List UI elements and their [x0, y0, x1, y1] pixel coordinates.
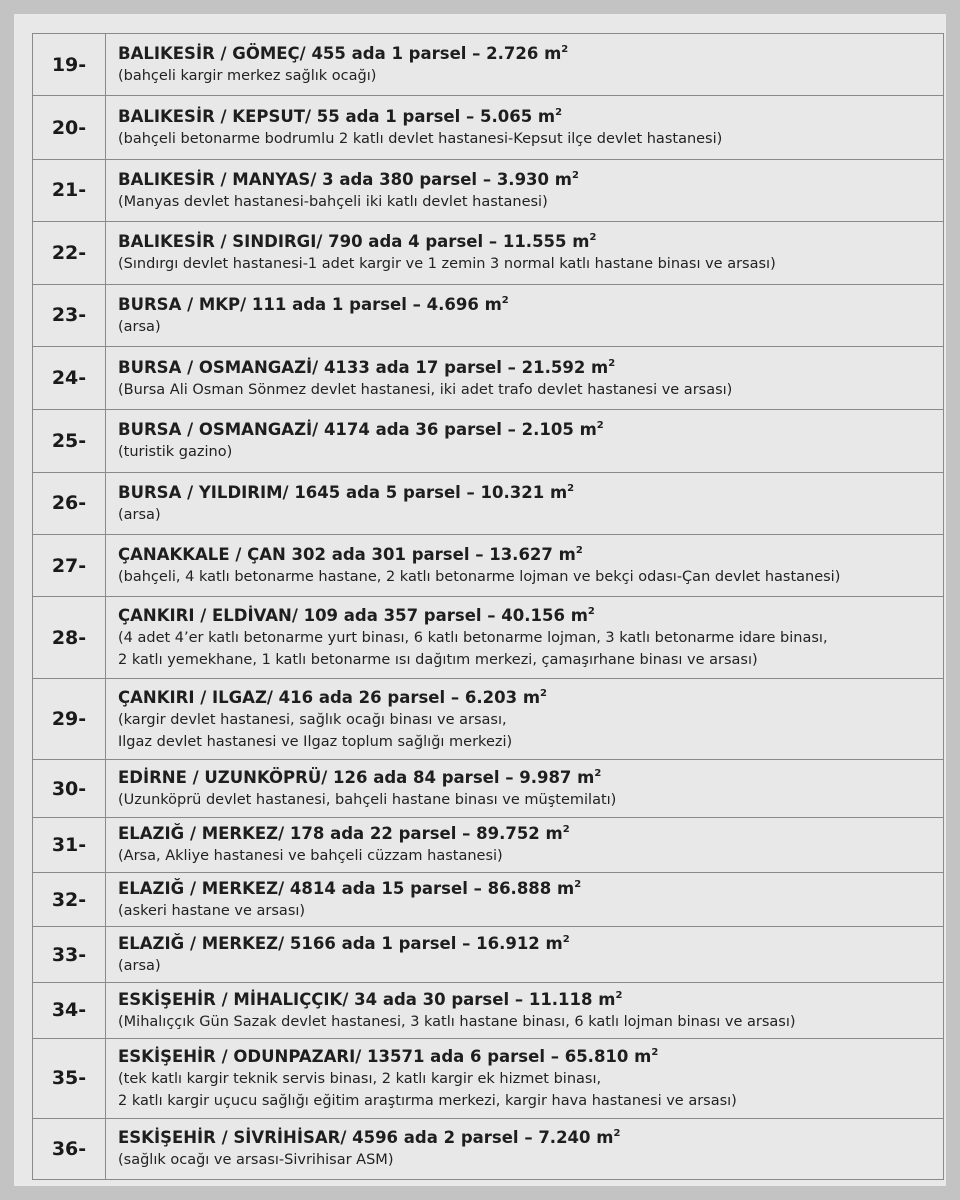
- row-content: [106, 760, 944, 817]
- table-row: [33, 982, 944, 1038]
- parcel-title-text: ELAZIĞ / MERKEZ/ 178 ada 22 parsel – 89.752 m: [118, 824, 563, 844]
- parcel-description: (arsa): [118, 318, 161, 335]
- parcel-title: [118, 543, 933, 566]
- parcel-table-wrapper: [32, 33, 944, 1180]
- parcel-title: [118, 42, 933, 65]
- table-row: [33, 284, 944, 346]
- area-unit-superscript: 2: [594, 768, 602, 780]
- area-unit-superscript: 2: [613, 1128, 621, 1140]
- area-unit-superscript: 2: [501, 294, 509, 306]
- parcel-title-text: BALIKESİR / MANYAS/ 3 ada 380 parsel – 3.930 m: [118, 169, 572, 189]
- parcel-title: [118, 105, 933, 128]
- parcel-title: [118, 293, 933, 316]
- row-number: 33-: [33, 927, 106, 982]
- table-row: [33, 222, 944, 284]
- parcel-description: (tek katlı kargir teknik servis binası, 2 katlı kargir ek hizmet binası,: [118, 1070, 602, 1087]
- parcel-title-text: ÇANKIRI / ELDİVAN/ 109 ada 357 parsel – 40.156 m: [118, 606, 588, 626]
- area-unit-superscript: 2: [615, 989, 623, 1001]
- parcel-title: [118, 356, 933, 379]
- table-row: [33, 472, 944, 534]
- row-number: 24-: [33, 346, 106, 409]
- table-row: [33, 34, 944, 96]
- parcel-title: [118, 230, 933, 253]
- row-content: [106, 597, 944, 678]
- row-number: 27-: [33, 535, 106, 597]
- row-content: [106, 34, 944, 96]
- row-content: [106, 1118, 944, 1180]
- parcel-description: (arsa): [118, 506, 161, 523]
- parcel-title-text: ELAZIĞ / MERKEZ/ 5166 ada 1 parsel – 16.912 m: [118, 934, 563, 953]
- parcel-title: [118, 418, 933, 441]
- parcel-title-text: BURSA / OSMANGAZİ/ 4174 ada 36 parsel – 2.105 m: [118, 420, 597, 440]
- parcel-description: (Arsa, Akliye hastanesi ve bahçeli cüzzam hastanesi): [118, 848, 503, 865]
- area-unit-superscript: 2: [575, 545, 583, 557]
- area-unit-superscript: 2: [562, 824, 570, 836]
- row-content: [106, 222, 944, 284]
- parcel-title: [118, 932, 933, 955]
- table-row: [33, 96, 944, 159]
- parcel-title-text: BURSA / OSMANGAZİ/ 4133 ada 17 parsel – 21.592 m: [118, 357, 609, 377]
- row-content: [106, 96, 944, 159]
- parcel-description: 2 katlı kargir uçucu sağlığı eğitim araştırma merkezi, kargir hava hastanesi ve arsası): [118, 1092, 737, 1109]
- parcel-title-text: ESKİŞEHİR / ODUNPAZARI/ 13571 ada 6 parsel – 65.810 m: [118, 1046, 652, 1066]
- row-number: 28-: [33, 597, 106, 678]
- area-unit-superscript: 2: [574, 879, 582, 891]
- parcel-title: [118, 604, 933, 627]
- parcel-description: (sağlık ocağı ve arsası-Sivrihisar ASM): [118, 1152, 394, 1169]
- area-unit-superscript: 2: [596, 420, 604, 432]
- table-row: [33, 927, 944, 982]
- parcel-description: (bahçeli, 4 katlı betonarme hastane, 2 katlı betonarme lojman ve bekçi odası-Çan devlet hastanesi): [118, 569, 841, 586]
- parcel-description: (kargir devlet hastanesi, sağlık ocağı binası ve arsası,: [118, 711, 507, 728]
- parcel-title-text: BALIKESİR / SINDIRGI/ 790 ada 4 parsel – 11.555 m: [118, 232, 590, 252]
- parcel-description: (Bursa Ali Osman Sönmez devlet hastanesi, iki adet trafo devlet hastanesi ve arsası): [118, 381, 733, 398]
- parcel-description: (askeri hastane ve arsası): [118, 903, 306, 920]
- area-unit-superscript: 2: [561, 44, 569, 56]
- row-number: 22-: [33, 222, 106, 284]
- row-number: 29-: [33, 678, 106, 759]
- row-content: [106, 817, 944, 872]
- row-number: 26-: [33, 472, 106, 534]
- row-content: [106, 472, 944, 534]
- area-unit-superscript: 2: [571, 169, 579, 181]
- table-row: [33, 760, 944, 817]
- parcel-title-text: ÇANAKKALE / ÇAN 302 ada 301 parsel – 13.627 m: [118, 545, 576, 565]
- row-number: 36-: [33, 1118, 106, 1180]
- table-row: [33, 817, 944, 872]
- row-content: [106, 284, 944, 346]
- parcel-description: (turistik gazino): [118, 444, 233, 461]
- parcel-title-text: ESKİŞEHİR / MİHALIÇÇIK/ 34 ada 30 parsel – 11.118 m: [118, 989, 616, 1009]
- table-row: [33, 410, 944, 472]
- parcel-title-text: ESKİŞEHİR / SİVRİHİSAR/ 4596 ada 2 parsel – 7.240 m: [118, 1128, 614, 1148]
- parcel-title: [118, 168, 933, 191]
- area-unit-superscript: 2: [589, 232, 597, 244]
- row-number: 31-: [33, 817, 106, 872]
- row-content: [106, 982, 944, 1038]
- parcel-title-text: ÇANKIRI / ILGAZ/ 416 ada 26 parsel – 6.203 m: [118, 687, 541, 707]
- table-row: [33, 346, 944, 409]
- parcel-title-text: BURSA / YILDIRIM/ 1645 ada 5 parsel – 10.321 m: [118, 482, 568, 502]
- parcel-description: (Mihalıççık Gün Sazak devlet hastanesi, 3 katlı hastane binası, 6 katlı lojman binası ve arsası): [118, 1013, 796, 1030]
- row-content: [106, 927, 944, 982]
- row-number: 21-: [33, 159, 106, 221]
- parcel-title: [118, 1126, 933, 1149]
- parcel-description: (Manyas devlet hastanesi-bahçeli iki katlı devlet hastanesi): [118, 193, 548, 210]
- area-unit-superscript: 2: [555, 107, 563, 119]
- parcel-title: [118, 766, 933, 789]
- parcel-description: (bahçeli betonarme bodrumlu 2 katlı devlet hastanesi-Kepsut ilçe devlet hastanesi): [118, 131, 723, 148]
- row-content: [106, 410, 944, 472]
- row-number: 23-: [33, 284, 106, 346]
- table-row: [33, 1039, 944, 1118]
- parcel-title: [118, 822, 933, 845]
- area-unit-superscript: 2: [540, 687, 547, 699]
- parcel-title-text: BURSA / MKP/ 111 ada 1 parsel – 4.696 m: [118, 294, 502, 314]
- row-number: 32-: [33, 873, 106, 927]
- row-number: 34-: [33, 982, 106, 1038]
- document-sheet: [14, 14, 946, 1186]
- parcel-description: (arsa): [118, 958, 161, 974]
- row-number: 25-: [33, 410, 106, 472]
- parcel-title-text: ELAZIĞ / MERKEZ/ 4814 ada 15 parsel – 86.888 m: [118, 879, 575, 899]
- area-unit-superscript: 2: [587, 606, 595, 618]
- area-unit-superscript: 2: [567, 482, 575, 494]
- parcel-description: 2 katlı yemekhane, 1 katlı betonarme ısı dağıtım merkezi, çamaşırhane binası ve arsası): [118, 652, 758, 669]
- table-row: [33, 159, 944, 221]
- area-unit-superscript: 2: [608, 357, 616, 369]
- parcel-table: [32, 33, 944, 1180]
- area-unit-superscript: 2: [562, 934, 570, 945]
- row-number: 19-: [33, 34, 106, 96]
- parcel-title-text: BALIKESİR / KEPSUT/ 55 ada 1 parsel – 5.065 m: [118, 107, 556, 127]
- row-content: [106, 678, 944, 759]
- row-number: 20-: [33, 96, 106, 159]
- table-row: [33, 1118, 944, 1180]
- parcel-title: [118, 988, 933, 1011]
- parcel-title-text: EDİRNE / UZUNKÖPRÜ/ 126 ada 84 parsel – 9.987 m: [118, 768, 595, 788]
- row-content: [106, 1039, 944, 1118]
- row-content: [106, 535, 944, 597]
- parcel-description: (Sındırgı devlet hastanesi-1 adet kargir ve 1 zemin 3 normal katlı hastane binası ve arsası): [118, 256, 776, 273]
- parcel-description: (Uzunköprü devlet hastanesi, bahçeli hastane binası ve müştemilatı): [118, 792, 617, 809]
- parcel-description: (bahçeli kargir merkez sağlık ocağı): [118, 68, 377, 85]
- parcel-title: [118, 877, 933, 900]
- parcel-title: [118, 1045, 933, 1068]
- table-row: [33, 678, 944, 759]
- row-number: 30-: [33, 760, 106, 817]
- table-row: [33, 535, 944, 597]
- table-row: [33, 873, 944, 927]
- row-content: [106, 873, 944, 927]
- area-unit-superscript: 2: [651, 1046, 659, 1058]
- parcel-description: Ilgaz devlet hastanesi ve Ilgaz toplum sağlığı merkezi): [118, 733, 513, 750]
- parcel-title: [118, 686, 933, 709]
- parcel-title-text: BALIKESİR / GÖMEÇ/ 455 ada 1 parsel – 2.726 m: [118, 44, 562, 64]
- row-number: 35-: [33, 1039, 106, 1118]
- row-content: [106, 346, 944, 409]
- table-row: [33, 597, 944, 678]
- parcel-title: [118, 481, 933, 504]
- parcel-description: (4 adet 4’er katlı betonarme yurt binası, 6 katlı betonarme lojman, 3 katlı betonarme idare binası,: [118, 630, 828, 647]
- row-content: [106, 159, 944, 221]
